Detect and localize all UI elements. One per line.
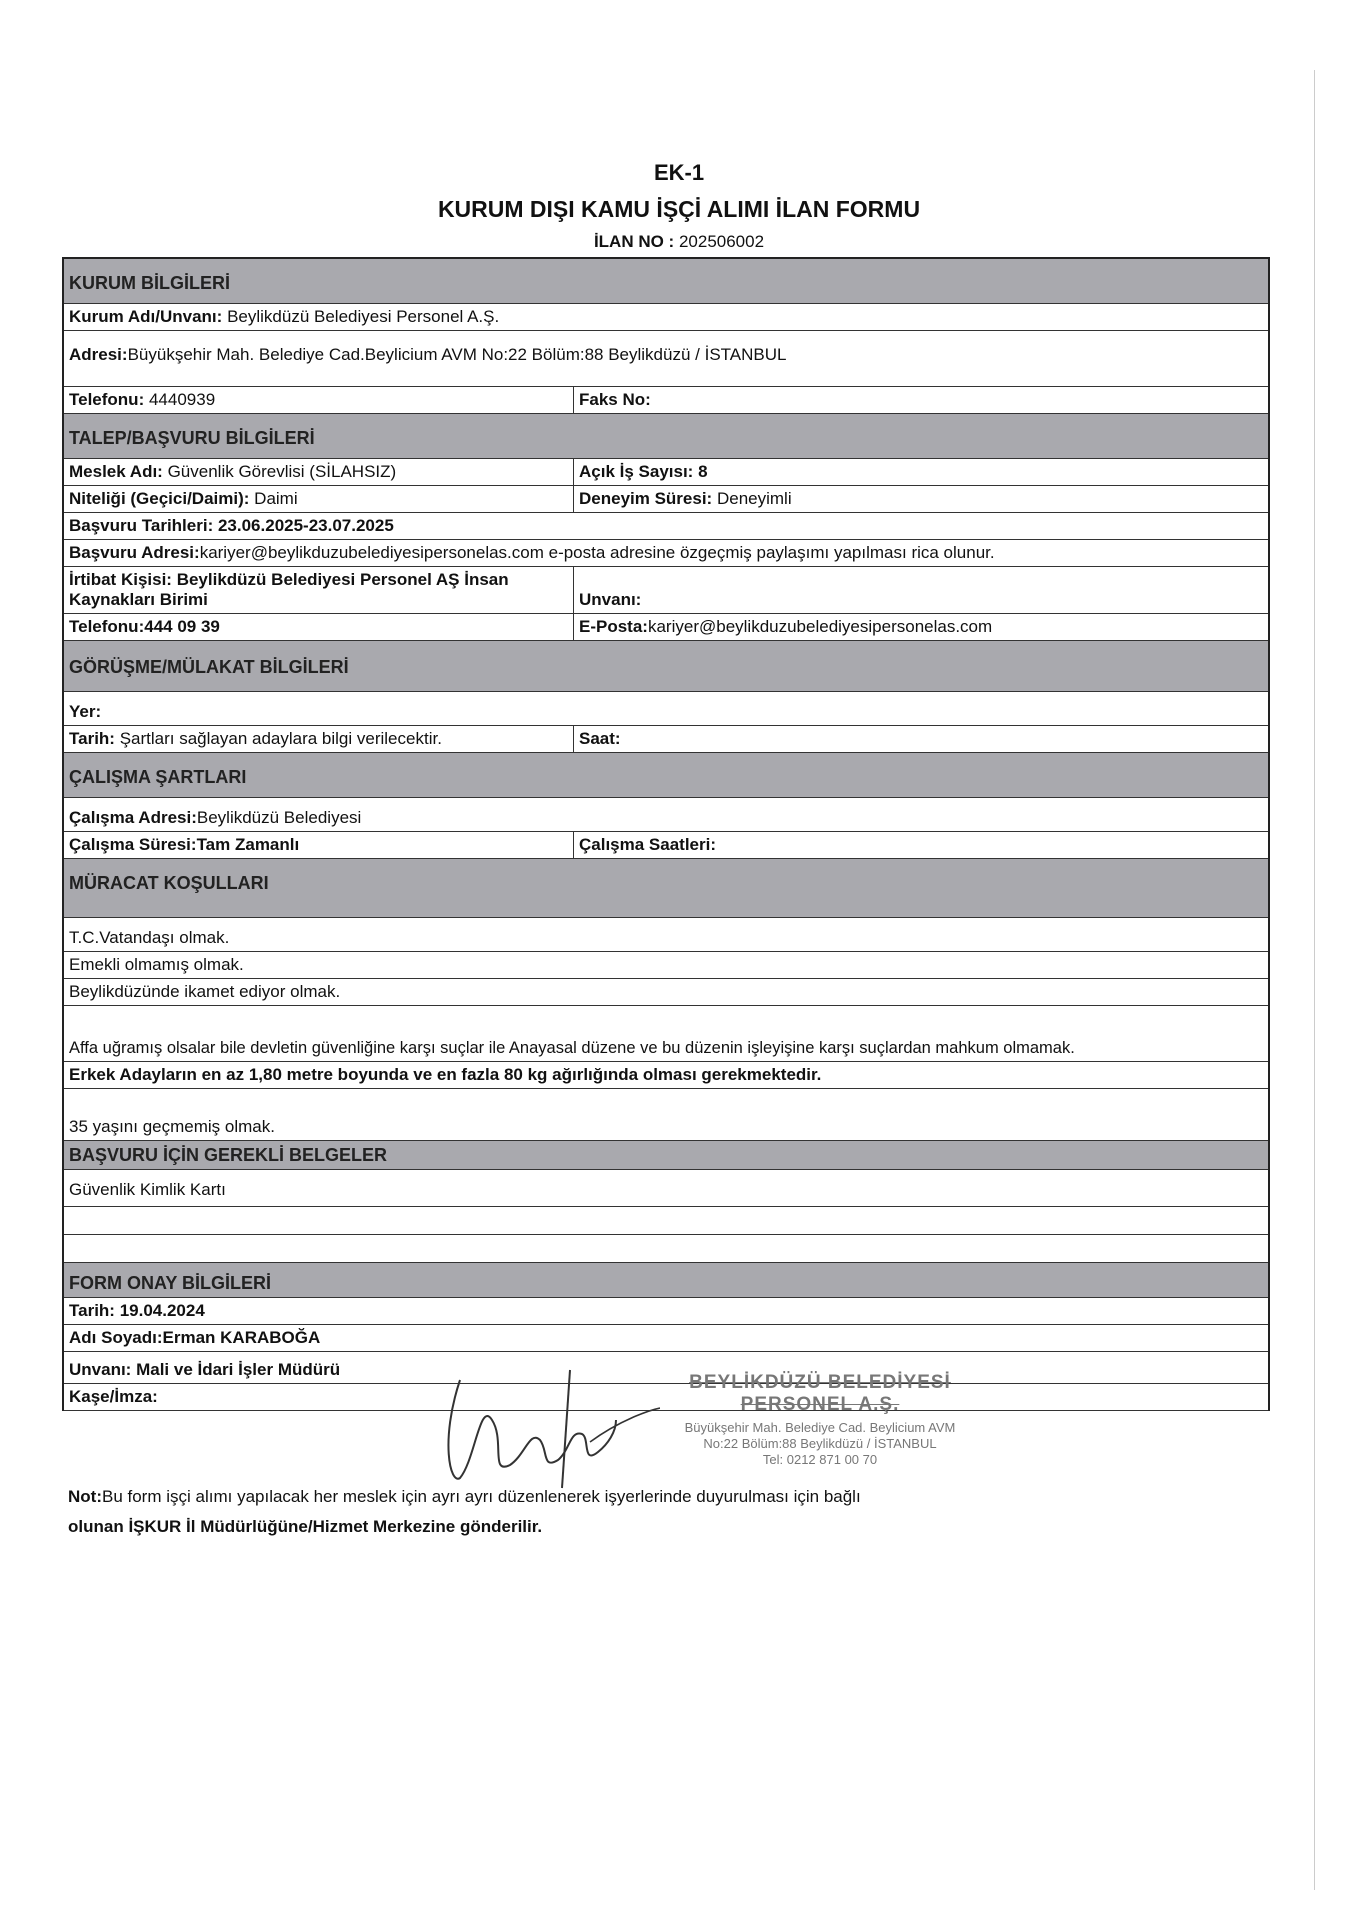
kurum-address-row <box>64 331 1268 386</box>
note-text-2: olunan İŞKUR İl Müdürlüğüne/Hizmet Merkezine gönderilir. <box>68 1517 543 1536</box>
deneyim-label: Deneyim Süresi: <box>579 489 713 508</box>
form-title: KURUM DIŞI KAMU İŞÇİ ALIMI İLAN FORMU <box>437 196 921 222</box>
muracat-item: Beylikdüzünde ikamet ediyor olmak. <box>69 982 341 1001</box>
basvuru-adres <box>64 540 1268 566</box>
job-posting-form <box>62 257 1270 1411</box>
irtibat-eposta-label: E-Posta: <box>579 617 648 636</box>
gorusme-tarih <box>64 726 574 752</box>
meslek <box>64 459 574 485</box>
calisma-saat <box>574 832 1268 858</box>
irtibat-tel <box>64 614 574 640</box>
kurum-address-label: Adresi: <box>69 345 128 364</box>
page-edge-line <box>1314 70 1315 1890</box>
irtibat-eposta-value: kariyer@beylikduzubelediyesipersonelas.com <box>647 617 993 636</box>
irtibat-tel-label: Telefonu: <box>69 617 145 636</box>
section-kurum: KURUM BİLGİLERİ <box>64 259 1268 303</box>
note-text-1: Bu form işçi alımı yapılacak her meslek için ayrı ayrı düzenlenerek işyerlerinde duyurulması için bağlı <box>101 1487 861 1506</box>
kurum-name-value: Beylikdüzü Belediyesi Personel A.Ş. <box>227 307 500 326</box>
note-line-1 <box>68 1482 1218 1512</box>
gorusme-tarih-value: Şartları sağlayan adaylara bilgi verilecektir. <box>119 729 442 748</box>
deneyim-value: Deneyimli <box>716 489 792 508</box>
onay-ad-label: Adı Soyadı: <box>69 1328 163 1347</box>
onay-unvan-label: Unvanı: <box>69 1360 132 1379</box>
onay-ad <box>64 1325 574 1351</box>
acik-is-label: Açık İş Sayısı: <box>579 462 694 481</box>
meslek-value: Güvenlik Görevlisi (SİLAHSIZ) <box>167 462 397 481</box>
muracat-item: Erkek Adayların en az 1,80 metre boyunda ve en fazla 80 kg ağırlığında olması gerekmektedir. <box>69 1065 822 1084</box>
irtibat-value: Beylikdüzü Belediyesi Personel AŞ İnsan Kaynakları Birimi <box>69 570 509 609</box>
calisma-adres-label: Çalışma Adresi: <box>69 808 197 827</box>
basvuru-tarih <box>64 513 1268 539</box>
section-onay: FORM ONAY BİLGİLERİ <box>64 1263 1268 1297</box>
ilan-no-value: 202506002 <box>678 232 765 251</box>
section-belgeler: BAŞVURU İÇİN GEREKLİ BELGELER <box>64 1141 1268 1169</box>
kurum-address-value: Büyükşehir Mah. Belediye Cad.Beylicium AVM No:22 Bölüm:88 Beylikdüzü / İSTANBUL <box>127 345 787 364</box>
calisma-sure <box>64 832 574 858</box>
kurum-name-row <box>64 304 1268 330</box>
note-label: Not: <box>68 1487 102 1506</box>
section-talep: TALEP/BAŞVURU BİLGİLERİ <box>64 414 1268 458</box>
kurum-phone-value: 4440939 <box>148 390 216 409</box>
belge-item: Güvenlik Kimlik Kartı <box>69 1180 226 1199</box>
gorusme-yer <box>64 692 1268 725</box>
kurum-fax <box>574 387 1268 413</box>
nitelik-value: Daimi <box>254 489 298 508</box>
irtibat-unvan-label: Unvanı: <box>579 590 642 609</box>
muracat-item: T.C.Vatandaşı olmak. <box>69 928 230 947</box>
belge-empty-row <box>64 1235 1268 1262</box>
nitelik-label: Niteliği (Geçici/Daimi): <box>69 489 250 508</box>
gorusme-yer-label: Yer: <box>69 702 102 721</box>
ilan-no <box>0 232 1358 252</box>
calisma-sure-value: Tam Zamanlı <box>196 835 300 854</box>
acik-is <box>574 459 1268 485</box>
belge-empty-row <box>64 1207 1268 1234</box>
calisma-adres <box>64 798 1268 831</box>
irtibat <box>64 567 574 613</box>
kurum-phone <box>64 387 574 413</box>
calisma-sure-label: Çalışma Süresi: <box>69 835 197 854</box>
onay-ad-value: Erman KARABOĞA <box>162 1328 321 1347</box>
annex-label: EK-1 <box>653 160 705 185</box>
section-muracat: MÜRACAT KOŞULLARI <box>64 859 1268 917</box>
onay-unvan-value: Mali ve İdari İşler Müdürü <box>136 1360 341 1379</box>
onay-tarih <box>64 1298 574 1324</box>
onay-tarih-value: 19.04.2024 <box>119 1301 205 1320</box>
basvuru-adres-label: Başvuru Adresi: <box>69 543 200 562</box>
kurum-fax-label: Faks No: <box>579 390 651 409</box>
acik-is-value: 8 <box>698 462 708 481</box>
muracat-item: Affa uğramış olsalar bile devletin güvenliğine karşı suçlar ile Anayasal düzene ve bu düzenin işleyişine karşı suçlardan mahkum olmamak. <box>69 1039 1075 1057</box>
muracat-item: 35 yaşını geçmemiş olmak. <box>69 1117 275 1136</box>
company-stamp <box>620 1372 1020 1468</box>
section-calisma: ÇALIŞMA ŞARTLARI <box>64 753 1268 797</box>
calisma-saat-label: Çalışma Saatleri: <box>579 835 717 854</box>
footer-note <box>68 1482 1218 1542</box>
gorusme-tarih-label: Tarih: <box>69 729 115 748</box>
basvuru-tarih-value: 23.06.2025-23.07.2025 <box>217 516 394 535</box>
stamp-line: PERSONEL A.Ş. <box>740 1394 900 1415</box>
irtibat-label: İrtibat Kişisi: <box>69 570 172 589</box>
section-gorusme: GÖRÜŞME/MÜLAKAT BİLGİLERİ <box>64 641 1268 691</box>
kurum-name-label: Kurum Adı/Unvanı: <box>69 307 223 326</box>
irtibat-eposta <box>574 614 1268 640</box>
basvuru-adres-value: kariyer@beylikduzubelediyesipersonelas.com e-posta adresine özgeçmiş paylaşımı yapılması rica olunur. <box>199 543 995 562</box>
nitelik <box>64 486 574 512</box>
gorusme-saat-label: Saat: <box>579 729 621 748</box>
onay-kase-label: Kaşe/İmza: <box>69 1387 158 1406</box>
gorusme-saat <box>574 726 1268 752</box>
calisma-adres-value: Beylikdüzü Belediyesi <box>196 808 362 827</box>
kurum-phone-label: Telefonu: <box>69 390 145 409</box>
basvuru-tarih-label: Başvuru Tarihleri: <box>69 516 214 535</box>
stamp-line: No:22 Bölüm:88 Beylikdüzü / İSTANBUL <box>703 1436 937 1451</box>
irtibat-tel-value: 444 09 39 <box>144 617 220 636</box>
stamp-line: Büyükşehir Mah. Belediye Cad. Beylicium AVM <box>684 1420 956 1435</box>
deneyim <box>574 486 1268 512</box>
onay-tarih-label: Tarih: <box>69 1301 115 1320</box>
ilan-no-label: İLAN NO : <box>593 232 675 251</box>
stamp-line: BEYLİKDÜZÜ BELEDİYESİ <box>689 1372 951 1393</box>
irtibat-unvan <box>574 567 1268 613</box>
meslek-label: Meslek Adı: <box>69 462 163 481</box>
stamp-line: Tel: 0212 871 00 70 <box>762 1452 878 1467</box>
muracat-item: Emekli olmamış olmak. <box>69 955 244 974</box>
